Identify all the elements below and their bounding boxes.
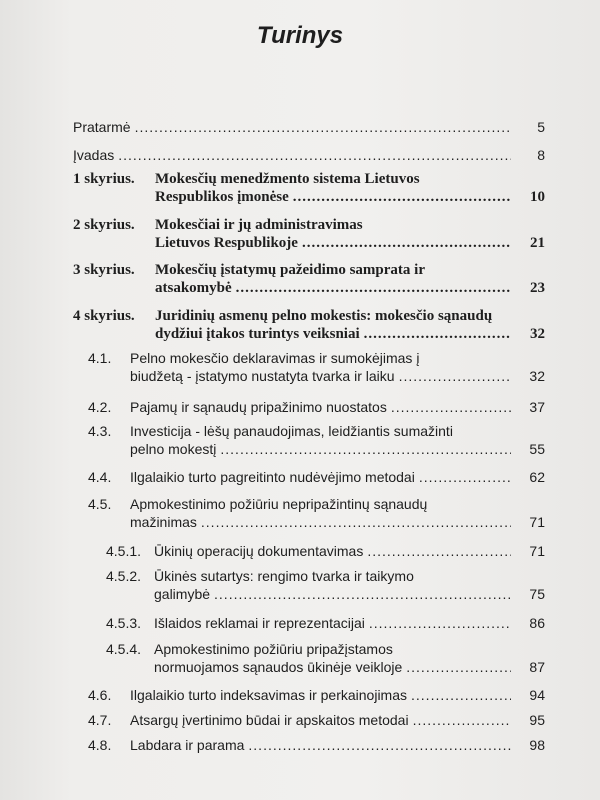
section-number: 4.6. <box>88 687 112 703</box>
chapter-number: 2 skyrius. <box>73 217 135 233</box>
toc-page-number: 10 <box>530 189 545 205</box>
section-number: 4.5.3. <box>106 615 142 631</box>
toc-page-number: 21 <box>530 235 545 251</box>
chapter-number: 1 skyrius. <box>73 171 135 187</box>
section-number: 4.7. <box>88 712 112 728</box>
toc-entry-chapter-1 <box>73 170 545 206</box>
toc-title-line: Ūkinių operacijų dokumentavimas <box>154 543 364 559</box>
toc-title-line: Lietuvos Respublikoje <box>155 235 298 251</box>
chapter-number: 4 skyrius. <box>73 308 135 324</box>
toc-entry-chapter-3 <box>73 261 545 297</box>
toc-title-line: Respublikos įmonėse <box>155 189 289 205</box>
section-number: 4.5. <box>88 496 112 512</box>
toc-page-number: 71 <box>529 543 545 559</box>
toc-page-number: 55 <box>529 441 545 457</box>
toc-title-line: Ilgalaikio turto pagreitinto nudėvėjimo metodai <box>130 469 415 485</box>
toc-title-line: dydžiui įtakos turintys veiksniai <box>155 326 360 342</box>
leader-dots <box>135 118 511 136</box>
toc-page-number: 71 <box>529 514 545 530</box>
section-number: 4.5.1. <box>106 543 142 559</box>
toc-title: Pratarmė <box>73 119 131 135</box>
toc-title-line: Ilgalaikio turto indeksavimas ir perkainojimas <box>130 687 408 703</box>
toc-entry-chapter-2 <box>73 216 545 252</box>
leader-dots <box>293 188 511 206</box>
toc-entry-4-5-4 <box>106 640 545 676</box>
toc-page-number: 95 <box>529 712 545 728</box>
toc-title-line: Pajamų ir sąnaudų pripažinimo nuostatos <box>130 399 387 415</box>
leader-dots <box>413 711 511 729</box>
toc-entry-chapter-4 <box>73 307 545 343</box>
chapter-number: 3 skyrius. <box>73 262 135 278</box>
toc-entry-ivadas <box>73 146 545 164</box>
toc-page-number: 98 <box>529 737 545 753</box>
section-number: 4.5.4. <box>106 641 142 657</box>
leader-dots <box>369 614 511 632</box>
toc-title-line: Išlaidos reklamai ir reprezentacijai <box>154 615 365 631</box>
toc-entry-4-4 <box>88 468 545 486</box>
toc-title: Įvadas <box>73 147 115 163</box>
section-number: 4.1. <box>88 350 112 366</box>
leader-dots <box>364 325 511 343</box>
leader-dots <box>236 279 511 297</box>
leader-dots <box>118 146 511 164</box>
toc-title-line: Mokesčiai ir jų administravimas <box>155 217 363 233</box>
section-number: 4.5.2. <box>106 568 142 584</box>
toc-entry-4-6 <box>88 686 545 704</box>
page-title: Turinys <box>256 22 344 49</box>
toc-entry-4-1 <box>88 349 545 385</box>
toc-title-line: pelno mokestį <box>130 441 217 457</box>
leader-dots <box>201 513 511 531</box>
toc-title-line: Pelno mokesčio deklaravimas ir sumokėjimas į <box>130 350 420 366</box>
toc-title-line: biudžetą - įstatymo nustatyta tvarka ir laiku <box>130 368 395 384</box>
toc-page-number: 94 <box>529 687 545 703</box>
toc-page-number: 87 <box>529 659 545 675</box>
section-number: 4.2. <box>88 399 112 415</box>
toc-entry-4-7 <box>88 711 545 729</box>
leader-dots <box>391 398 511 416</box>
section-number: 4.4. <box>88 469 112 485</box>
leader-dots <box>367 542 511 560</box>
toc-entry-4-5-1 <box>106 542 545 560</box>
toc-title-line: Apmokestinimo požiūriu nepripažintinų sąnaudų <box>130 496 428 512</box>
toc-title-line: Atsargų įvertinimo būdai ir apskaitos metodai <box>130 712 409 728</box>
toc-page-number: 23 <box>530 280 545 296</box>
toc-entry-4-5-3 <box>106 614 545 632</box>
toc-entry-4-2 <box>88 398 545 416</box>
section-number: 4.3. <box>88 423 112 439</box>
toc-entry-pratarme <box>73 118 545 136</box>
toc-title-line: atsakomybė <box>155 280 232 296</box>
leader-dots <box>248 736 511 754</box>
leader-dots <box>302 234 511 252</box>
toc-title-line: Investicija - lėšų panaudojimas, leidžiantis sumažinti <box>130 423 453 439</box>
toc-page-number: 32 <box>529 368 545 384</box>
leader-dots <box>214 585 511 603</box>
toc-page-number: 8 <box>537 147 545 163</box>
leader-dots <box>399 367 511 385</box>
toc-page-number: 37 <box>529 399 545 415</box>
toc-page-number: 5 <box>537 119 545 135</box>
toc-entry-4-5 <box>88 495 545 531</box>
toc-title-line: Apmokestinimo požiūriu pripažįstamos <box>154 641 393 657</box>
toc-title-line: Juridinių asmenų pelno mokestis: mokesčio sąnaudų <box>155 308 493 324</box>
toc-title-line: Ūkinės sutartys: rengimo tvarka ir taikymo <box>154 568 414 584</box>
toc-title-line: mažinimas <box>130 514 197 530</box>
leader-dots <box>220 440 511 458</box>
leader-dots <box>419 468 511 486</box>
toc-title-line: Mokesčių menedžmento sistema Lietuvos <box>155 171 420 187</box>
section-number: 4.8. <box>88 737 112 753</box>
toc-entry-4-3 <box>88 422 545 458</box>
toc-title-line: galimybė <box>154 586 211 602</box>
leader-dots <box>411 686 511 704</box>
leader-dots <box>406 658 511 676</box>
toc-page-number: 86 <box>529 615 545 631</box>
toc-page-number: 32 <box>530 326 545 342</box>
toc-entry-4-5-2 <box>106 567 545 603</box>
toc-title-line: normuojamos sąnaudos ūkinėje veikloje <box>154 659 403 675</box>
toc-entry-4-8 <box>88 736 545 754</box>
toc-page-number: 75 <box>529 586 545 602</box>
toc-page-number: 62 <box>529 469 545 485</box>
toc-title-line: Mokesčių įstatymų pažeidimo samprata ir <box>155 262 425 278</box>
toc-title-line: Labdara ir parama <box>130 737 245 753</box>
